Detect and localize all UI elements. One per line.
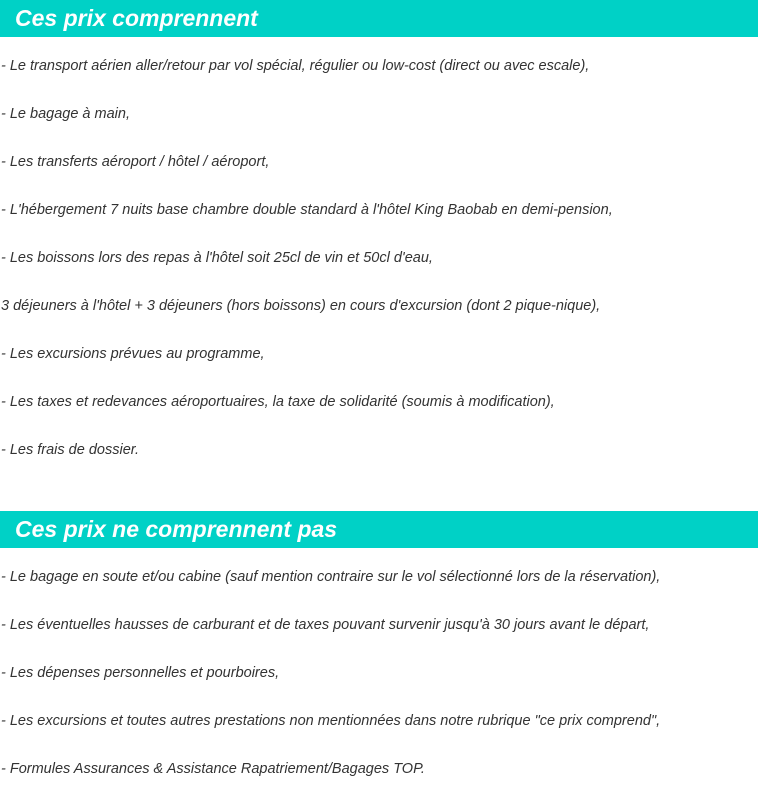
excludes-item-fuel-surcharges: - Les éventuelles hausses de carburant et de taxes pouvant survenir jusqu'à 30 jours avant le départ, bbox=[1, 617, 650, 633]
excludes-section-title: Ces prix ne comprennent pas bbox=[0, 511, 758, 548]
includes-section-title: Ces prix comprennent bbox=[0, 0, 758, 37]
includes-item-transfers: - Les transferts aéroport / hôtel / aéroport, bbox=[1, 154, 270, 170]
includes-item-hand-luggage: - Le bagage à main, bbox=[1, 106, 130, 122]
excludes-item-personal-expenses: - Les dépenses personnelles et pourboires, bbox=[1, 665, 280, 681]
includes-item-taxes: - Les taxes et redevances aéroportuaires, la taxe de solidarité (soumis à modification), bbox=[1, 394, 555, 410]
includes-item-accommodation: - L'hébergement 7 nuits base chambre double standard à l'hôtel King Baobab en demi-pension, bbox=[1, 202, 613, 218]
includes-item-excursions: - Les excursions prévues au programme, bbox=[1, 346, 265, 362]
excludes-item-hold-luggage: - Le bagage en soute et/ou cabine (sauf mention contraire sur le vol sélectionné lors de la réservation), bbox=[1, 569, 661, 585]
includes-item-transport: - Le transport aérien aller/retour par vol spécial, régulier ou low-cost (direct ou avec escale), bbox=[1, 58, 590, 74]
includes-item-fees: - Les frais de dossier. bbox=[1, 442, 140, 458]
excludes-item-insurance: - Formules Assurances & Assistance Rapatriement/Bagages TOP. bbox=[1, 761, 425, 777]
excludes-item-other-services: - Les excursions et toutes autres prestations non mentionnées dans notre rubrique "ce prix comprend", bbox=[1, 713, 661, 729]
includes-item-lunches: 3 déjeuners à l'hôtel + 3 déjeuners (hors boissons) en cours d'excursion (dont 2 pique-nique), bbox=[1, 298, 601, 314]
includes-item-drinks: - Les boissons lors des repas à l'hôtel soit 25cl de vin et 50cl d'eau, bbox=[1, 250, 433, 266]
